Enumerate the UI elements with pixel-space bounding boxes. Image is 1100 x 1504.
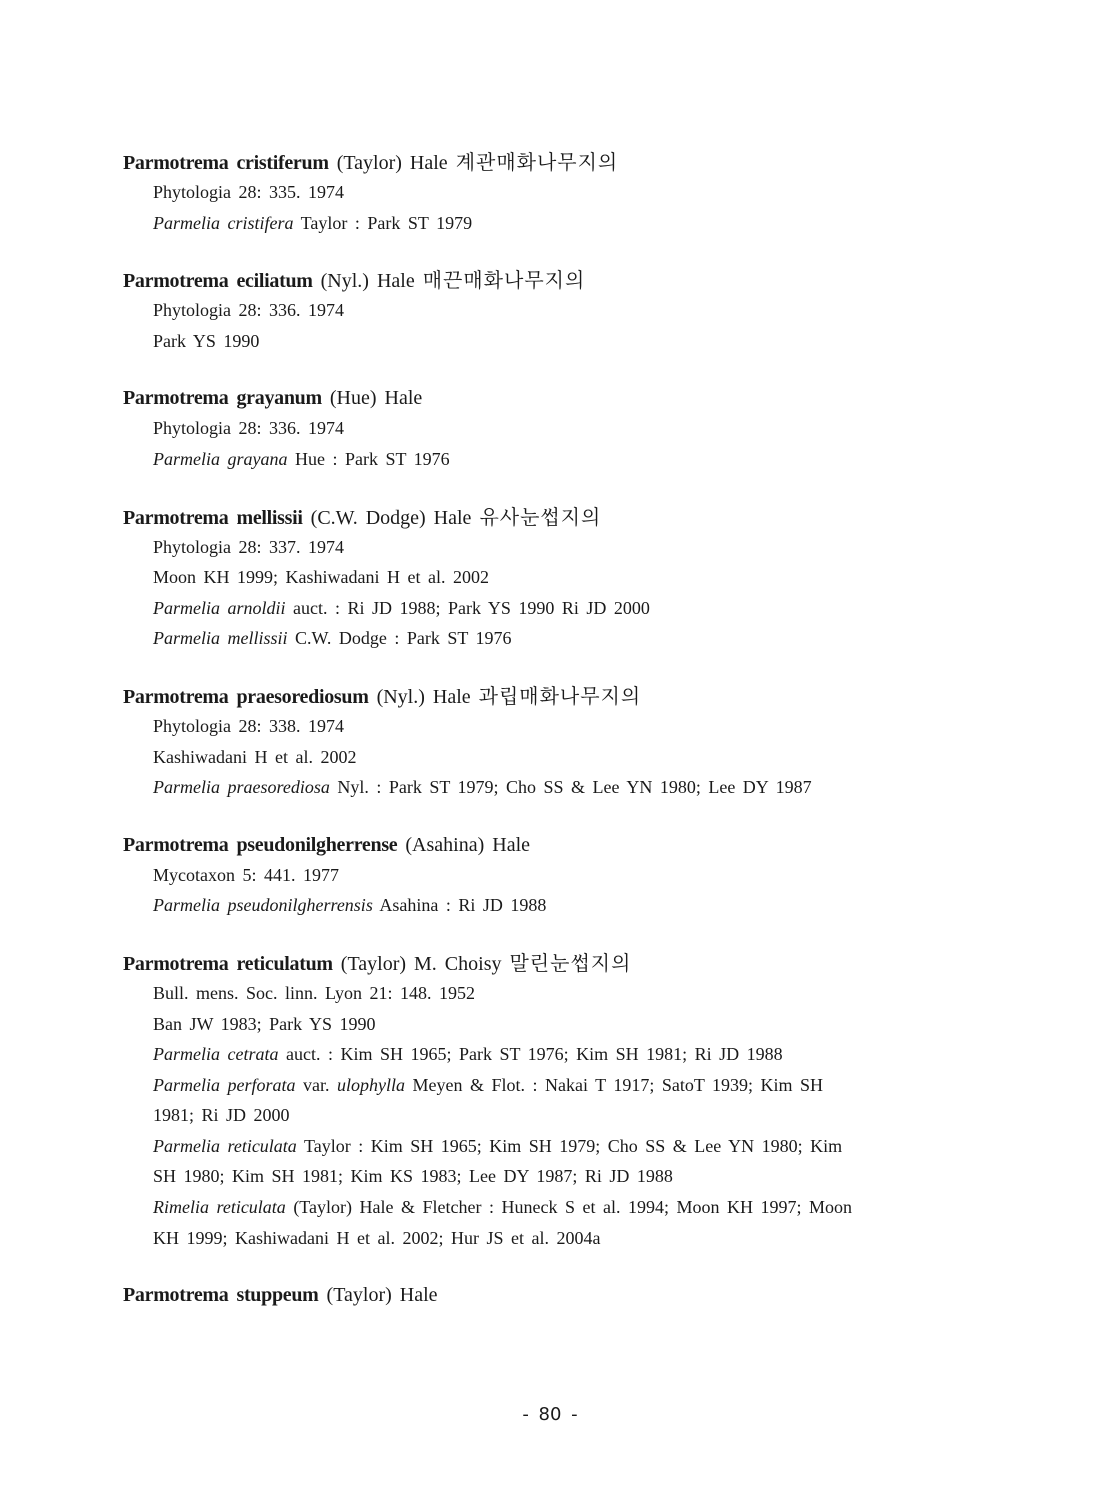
citation-line	[123, 1070, 963, 1101]
korean-name: 유사눈썹지의	[479, 504, 602, 529]
citation-line	[123, 177, 963, 208]
citation-text: Phytologia 28: 336. 1974	[153, 418, 345, 439]
species-author: (Taylor) Hale	[326, 1284, 438, 1307]
taxon-name: Parmelia cetrata	[153, 1044, 279, 1065]
genus-name: Parmotrema	[123, 506, 229, 529]
citation-line	[123, 1009, 963, 1040]
genus-name: Parmotrema	[123, 270, 229, 293]
citation-line	[123, 295, 963, 326]
citation-text: Kashiwadani H et al. 2002	[153, 746, 357, 767]
species-author: (Asahina) Hale	[405, 833, 531, 856]
species-epithet: stuppeum	[236, 1284, 319, 1307]
species-entry	[123, 147, 963, 238]
citation-line	[123, 978, 963, 1009]
citation-line	[123, 562, 963, 593]
citation-line	[123, 1131, 963, 1162]
citation-line	[123, 208, 963, 239]
taxon-name: ulophylla	[337, 1074, 405, 1095]
genus-name: Parmotrema	[123, 833, 229, 856]
genus-name: Parmotrema	[123, 952, 229, 975]
species-epithet: pseudonilgherrense	[236, 833, 398, 856]
species-heading	[123, 502, 963, 532]
citation-text: Ban JW 1983; Park YS 1990	[153, 1013, 376, 1034]
citation-text: Meyen & Flot. : Nakai T 1917; SatoT 1939; Kim SH	[405, 1074, 824, 1095]
species-entry	[123, 265, 963, 356]
citation-text: (Taylor) Hale & Fletcher : Huneck S et al. 1994; Moon KH 1997; Moon	[285, 1197, 852, 1218]
citation-line	[123, 593, 963, 624]
genus-name: Parmotrema	[123, 1284, 229, 1307]
species-author: (Taylor) M. Choisy	[340, 952, 502, 975]
species-epithet: mellissii	[236, 506, 303, 529]
species-heading	[123, 681, 963, 711]
citation-line	[123, 772, 963, 803]
species-author: (C.W. Dodge) Hale	[310, 506, 472, 529]
citation-line	[123, 742, 963, 773]
citation-text: Asahina : Ri JD 1988	[372, 895, 547, 916]
citation-text: KH 1999; Kashiwadani H et al. 2002; Hur JS et al. 2004a	[153, 1227, 601, 1248]
species-author: (Hue) Hale	[329, 387, 423, 410]
citation-text: Mycotaxon 5: 441. 1977	[153, 864, 339, 885]
taxon-name: Parmelia cristifera	[153, 212, 294, 233]
citation-text: auct. : Kim SH 1965; Park ST 1976; Kim SH 1981; Ri JD 1988	[278, 1044, 783, 1065]
species-entry	[123, 948, 963, 1253]
species-heading	[123, 1280, 963, 1310]
citation-line	[123, 1223, 963, 1254]
citation-text: Taylor : Park ST 1979	[293, 212, 473, 233]
citation-text: Bull. mens. Soc. linn. Lyon 21: 148. 1952	[153, 982, 476, 1003]
korean-name: 말린눈썹지의	[509, 950, 632, 975]
citation-line	[123, 326, 963, 357]
species-epithet: cristiferum	[236, 152, 329, 174]
species-epithet: grayanum	[236, 387, 322, 410]
species-author: (Taylor) Hale	[336, 152, 448, 174]
species-author: (Nyl.) Hale	[320, 270, 415, 293]
genus-name: Parmotrema	[123, 152, 229, 174]
species-entry	[123, 383, 963, 474]
taxon-name: Parmelia perforata	[153, 1074, 296, 1095]
korean-name: 매끈매화나무지의	[422, 268, 586, 293]
citation-line	[123, 1100, 963, 1131]
citation-line	[123, 1192, 963, 1223]
citation-line	[123, 623, 963, 654]
citation-line	[123, 413, 963, 444]
species-epithet: eciliatum	[236, 270, 313, 293]
citation-line	[123, 1161, 963, 1192]
citation-text: 1981; Ri JD 2000	[153, 1105, 290, 1126]
species-entry	[123, 502, 963, 654]
citation-text: Phytologia 28: 337. 1974	[153, 536, 345, 557]
citation-text: auct. : Ri JD 1988; Park YS 1990 Ri JD 2000	[285, 597, 650, 618]
species-heading	[123, 265, 963, 295]
species-entry	[123, 830, 963, 921]
citation-line	[123, 860, 963, 891]
korean-name: 계관매화나무지의	[455, 150, 619, 174]
citation-text: Phytologia 28: 336. 1974	[153, 300, 345, 321]
species-heading	[123, 383, 963, 413]
citation-text: Phytologia 28: 338. 1974	[153, 715, 345, 736]
taxon-name: Rimelia reticulata	[153, 1197, 286, 1218]
citation-text: Moon KH 1999; Kashiwadani H et al. 2002	[153, 567, 489, 588]
citation-line	[123, 444, 963, 475]
citation-text: C.W. Dodge : Park ST 1976	[287, 628, 512, 649]
citation-text: Park YS 1990	[153, 330, 260, 351]
citation-text: Hue : Park ST 1976	[287, 448, 450, 469]
species-entry	[123, 1280, 963, 1310]
taxon-name: Parmelia reticulata	[153, 1135, 297, 1156]
taxon-name: Parmelia pseudonilgherrensis	[153, 895, 373, 916]
species-epithet: reticulatum	[236, 952, 333, 975]
species-epithet: praesorediosum	[236, 685, 369, 708]
taxon-name: Parmelia grayana	[153, 448, 288, 469]
genus-name: Parmotrema	[123, 387, 229, 410]
citation-text: Nyl. : Park ST 1979; Cho SS & Lee YN 1980; Lee DY 1987	[329, 777, 812, 798]
taxon-name: Parmelia praesorediosa	[153, 777, 330, 798]
citation-line	[123, 711, 963, 742]
citation-line	[123, 890, 963, 921]
species-heading	[123, 147, 963, 177]
citation-line	[123, 1039, 963, 1070]
page-number: - 80 -	[522, 1404, 578, 1425]
citation-text: var.	[295, 1074, 337, 1095]
taxon-name: Parmelia mellissii	[153, 628, 288, 649]
citation-text: Phytologia 28: 335. 1974	[153, 182, 345, 202]
citation-text: Taylor : Kim SH 1965; Kim SH 1979; Cho SS & Lee YN 1980; Kim	[296, 1135, 843, 1156]
taxon-name: Parmelia arnoldii	[153, 597, 286, 618]
citation-line	[123, 532, 963, 563]
species-heading	[123, 948, 963, 978]
species-list	[123, 147, 963, 1337]
genus-name: Parmotrema	[123, 685, 229, 708]
korean-name: 과립매화나무지의	[478, 683, 642, 708]
species-author: (Nyl.) Hale	[376, 685, 471, 708]
species-heading	[123, 830, 963, 860]
citation-text: SH 1980; Kim SH 1981; Kim KS 1983; Lee DY 1987; Ri JD 1988	[153, 1166, 673, 1187]
species-entry	[123, 681, 963, 803]
